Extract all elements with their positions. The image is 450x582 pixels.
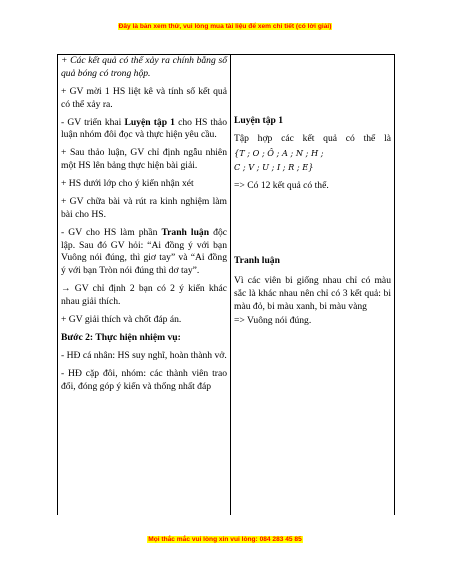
left-paragraph-11: - HĐ cá nhân: HS suy nghĩ, hoàn thành vở. — [61, 350, 227, 362]
outcome-set-line-2: C ; V ; U ; I ; R ; E} — [234, 162, 314, 173]
result-text: => Có 12 kết quả có thể. — [234, 180, 329, 192]
left-paragraph-7: - GV cho HS làm phần Tranh luận độc lập. Sau đó GV hỏi: “Ai đồng ý với bạn Vuông nói đúng, thì giơ tay” và “Ai đồng ý với bạn Tròn nói đúng thì dơ tay”. — [61, 226, 227, 277]
student-product-column — [234, 55, 391, 328]
luyen-tap-text: Tập hợp các kết quả có thể là — [234, 132, 391, 144]
left-paragraph-9: + GV giải thích và chốt đáp án. — [61, 314, 182, 326]
left-paragraph-1: + Các kết quả có thể xảy ra chính bằng số quả bóng có trong hộp. — [61, 55, 227, 79]
step-2-heading: Bước 2: Thực hiện nhiệm vụ: — [61, 332, 181, 344]
conclusion-text: => Vuông nói đúng. — [234, 314, 312, 326]
tranh-luan-title: Tranh luận — [234, 254, 280, 266]
column-divider — [230, 55, 231, 515]
lesson-table — [57, 54, 395, 515]
tranh-luan-text: Vì các viên bi giống nhau chỉ có màu sắc là khác nhau nên chỉ có 3 kết quả: bi màu đỏ, bi màu xanh, bi màu vàng — [234, 274, 391, 312]
contact-footer-text: Mọi thắc mắc vui lòng xin vui lòng: 084 283 45 85 — [148, 536, 302, 543]
left-paragraph-3: - GV triển khai Luyện tập 1 cho HS thảo luận nhóm đôi đọc và thực hiện yêu cầu. — [61, 116, 227, 141]
tranh-luan-reference: Tranh luận — [161, 226, 210, 238]
teacher-activity-column — [61, 55, 227, 399]
preview-banner-text: Đây là bản xem thử, vui lòng mua tài liệu để xem chi tiết (có lời giải) — [118, 23, 332, 30]
outcome-set-line-1: {T ; O ; Ô ; A ; N ; H ; — [234, 147, 324, 158]
contact-footer — [0, 535, 450, 545]
left-paragraph-8: → GV chỉ định 2 bạn có 2 ý kiến khác nhau giải thích. — [61, 283, 227, 308]
left-paragraph-4: + Sau thảo luận, GV chỉ định ngẫu nhiên một HS lên bảng thực hiện bài giải. — [61, 147, 227, 172]
left-paragraph-6: + GV chữa bài và rút ra kinh nghiệm làm bài cho HS. — [61, 196, 227, 220]
preview-banner — [0, 22, 450, 32]
left-paragraph-12: - HĐ cặp đôi, nhóm: các thành viên trao đổi, đóng góp ý kiến và thống nhất đáp — [61, 368, 227, 392]
luyen-tap-reference: Luyện tập 1 — [124, 116, 175, 128]
luyen-tap-title: Luyện tập 1 — [234, 115, 284, 126]
left-paragraph-5: + HS dưới lớp cho ý kiến nhận xét — [61, 178, 194, 190]
left-paragraph-2: + GV mời 1 HS liệt kê và tính số kết quả có thể xảy ra. — [61, 85, 227, 110]
